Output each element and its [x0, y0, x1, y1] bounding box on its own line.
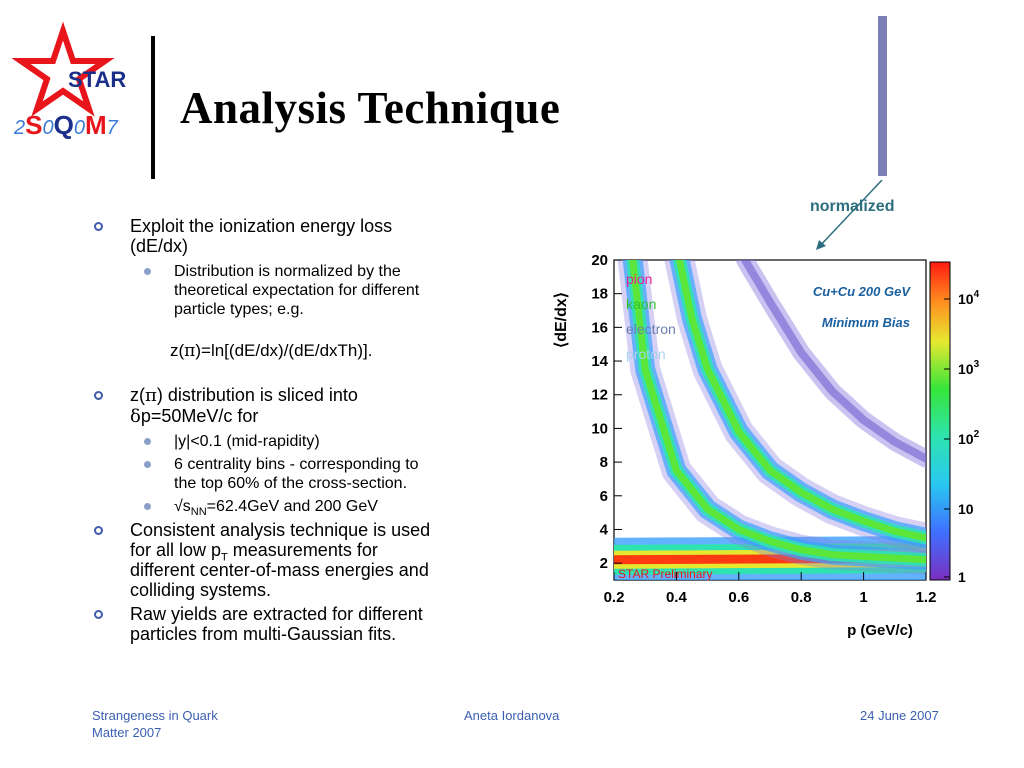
colorbar [930, 262, 950, 580]
colorbar-label: $10^3$ [958, 359, 980, 377]
bullet-icon [94, 391, 103, 400]
bullet-item: Raw yields are extracted for different particles from multi-Gaussian fits. [92, 604, 502, 644]
sub-bullet-item: 6 centrality bins - corresponding to the top 60% of the cross-section. [92, 455, 502, 493]
page-title: Analysis Technique [180, 83, 561, 133]
y-tick-label: 10 [591, 420, 608, 438]
x-tick-label: 1.2 [915, 589, 937, 606]
annotation-arrow [818, 180, 882, 248]
y-tick-label: 2 [599, 555, 608, 573]
legend-proton: proton [626, 346, 666, 362]
formula: z(π)=ln[(dE/dx)/(dE/dxTh)]. [170, 341, 373, 361]
bullet-list [92, 216, 502, 644]
y-tick-label: 6 [599, 487, 608, 505]
y-tick-label: 12 [591, 386, 608, 404]
normalized-annotation: normalized [810, 198, 895, 215]
footer-center: Aneta Iordanova [464, 708, 560, 723]
sub-bullet-item: Distribution is normalized by the theoretical expectation for different particle types; e.g. [92, 262, 502, 319]
preliminary-label: STAR Preliminary [618, 567, 713, 581]
x-axis-label: p (GeV/c) [847, 622, 913, 639]
legend-pion: pion [626, 271, 653, 287]
y-tick-label: 18 [591, 285, 608, 303]
y-tick-label: 4 [599, 521, 608, 539]
footer-left: Strangeness in Quark Matter 2007 [92, 708, 218, 740]
bullet-item: Exploit the ionization energy loss (dE/dx) [92, 216, 502, 256]
colorbar-label: $10^4$ [958, 289, 980, 307]
system-label: Cu+Cu 200 GeV [812, 284, 910, 299]
legend-kaon: kaon [626, 296, 657, 312]
colorbar-label: $10^2$ [958, 429, 980, 447]
bullet-item: z(π) distribution is sliced into δp=50MeV/c for [92, 385, 502, 427]
bullet-icon [94, 610, 103, 619]
sub-bullet-item: |y|<0.1 (mid-rapidity) [92, 432, 502, 451]
sub-bullet-item: $√s_{NN}=62.4GeV$ and 200 GeV [92, 497, 502, 516]
bias-label: Minimum Bias [821, 315, 910, 330]
x-tick-label: 0.8 [790, 589, 812, 606]
colorbar-label: 1 [958, 569, 966, 585]
colorbar-label: 10 [958, 501, 974, 517]
x-tick-label: 0.6 [728, 589, 750, 606]
y-tick-label: 16 [591, 319, 608, 337]
footer-right: 24 June 2007 [860, 708, 939, 723]
sub-bullet-icon [144, 438, 151, 445]
bullet-icon [94, 526, 103, 535]
x-tick-label: 1 [859, 589, 868, 606]
y-tick-label: 8 [599, 454, 608, 472]
y-tick-label: 20 [591, 252, 608, 269]
logo-text: 2S0Q0M7 [14, 110, 118, 140]
bullet-item: Consistent analysis technique is used for all low $p_T$ measurements for different center-of-mass energies and colliding systems. [92, 520, 502, 600]
divider-bar [151, 36, 155, 179]
y-tick-label: 14 [591, 353, 608, 371]
logo-star-label: STAR [68, 67, 127, 92]
sub-bullet-icon [144, 503, 151, 510]
dedx-heatmap-chart [540, 180, 1000, 650]
sub-bullet-icon [144, 268, 151, 275]
legend-electron: electron [626, 321, 676, 337]
y-axis-label: ⟨dE/dx⟩ [553, 291, 570, 349]
bullet-icon [94, 222, 103, 231]
x-tick-label: 0.4 [665, 589, 687, 606]
accent-bar [878, 16, 887, 176]
sub-bullet-icon [144, 461, 151, 468]
x-tick-label: 0.2 [603, 589, 625, 606]
